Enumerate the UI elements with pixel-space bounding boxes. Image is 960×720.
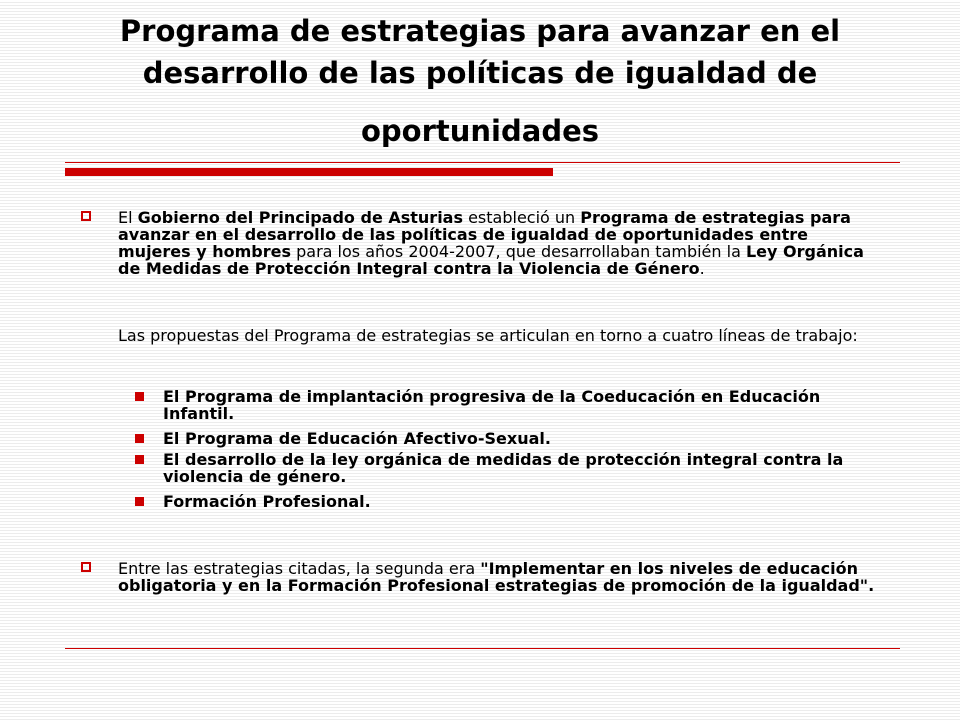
text-run: . xyxy=(699,259,705,278)
intro-paragraph: Las propuestas del Programa de estrategias se articulan en torno a cuatro líneas de trabajo: xyxy=(118,326,858,345)
solid-square-bullet-icon xyxy=(135,455,144,464)
bold-run-programa: Programa de estrategias para avanzar en el desarrollo de las políticas de igualdad de oportunidades entre mujeres y hombres xyxy=(118,208,851,261)
bold-run-gobierno: Gobierno del Principado de Asturias xyxy=(137,208,463,227)
bold-run-ley: Ley Orgánica de Medidas de Protección Integral contra la Violencia de Género xyxy=(118,242,864,278)
text-run: El xyxy=(118,208,138,227)
title-line-3: oportunidades xyxy=(360,114,600,148)
bullet-paragraph-1 xyxy=(118,209,878,277)
work-line-4: Formación Profesional. xyxy=(163,492,371,511)
footer-divider xyxy=(65,648,900,649)
work-line-2: El Programa de Educación Afectivo-Sexual. xyxy=(163,429,551,448)
solid-square-bullet-icon xyxy=(135,497,144,506)
text-run: estableció un xyxy=(463,208,581,227)
hollow-square-bullet-icon xyxy=(81,211,91,221)
work-line-1: El Programa de implantación progresiva de la Coeducación en Educación Infantil. xyxy=(163,387,821,423)
solid-square-bullet-icon xyxy=(135,434,144,443)
bold-run-quote: "Implementar en los niveles de educación obligatoria y en la Formación Profesional estrategias de promoción de la igualdad". xyxy=(118,559,875,595)
bullet-paragraph-2 xyxy=(118,560,878,594)
work-line-3: El desarrollo de la ley orgánica de medidas de protección integral contra la violencia de género. xyxy=(163,450,844,486)
title-line-2: desarrollo de las políticas de igualdad de xyxy=(142,56,818,90)
text-run: para los años 2004-2007, que desarrollaban también la xyxy=(291,242,746,261)
solid-square-bullet-icon xyxy=(135,392,144,401)
title-line-1: Programa de estrategias para avanzar en el xyxy=(119,14,841,48)
hollow-square-bullet-icon xyxy=(81,562,91,572)
text-run: Entre las estrategias citadas, la segunda era xyxy=(118,559,481,578)
